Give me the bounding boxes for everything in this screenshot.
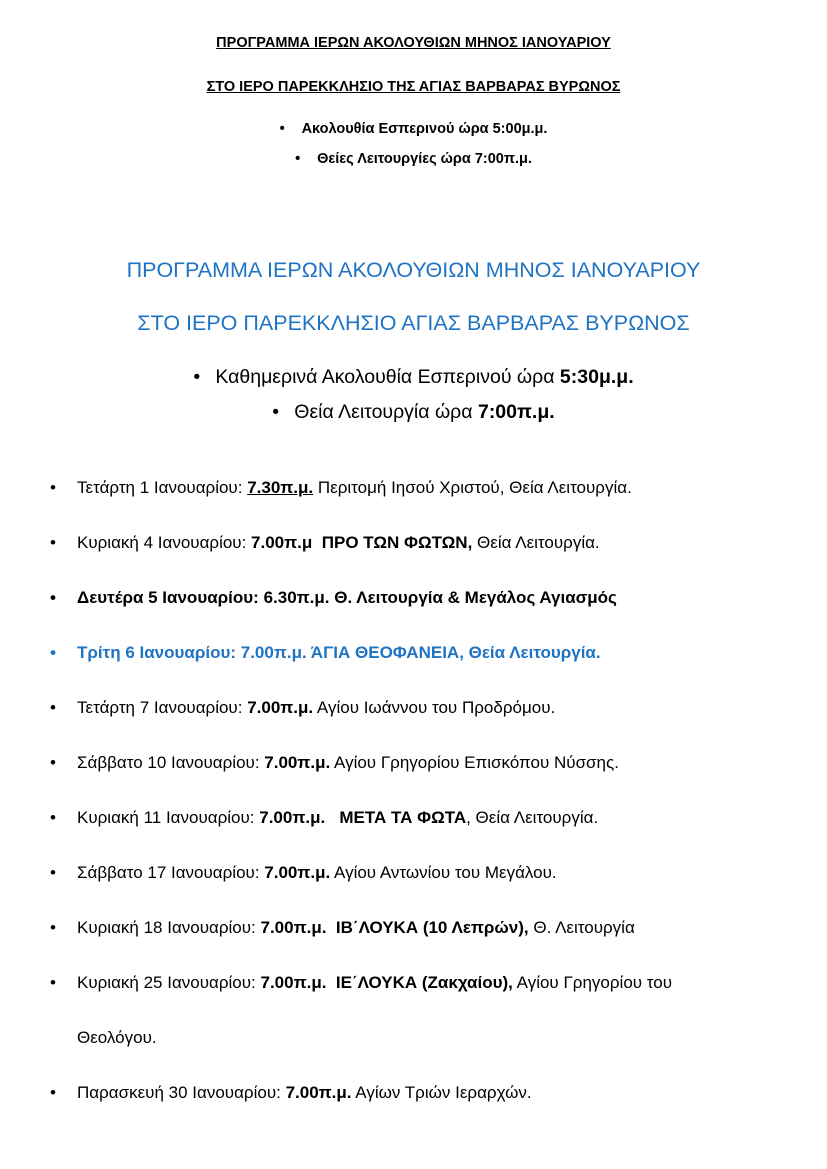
- daily-liturgy: • Θεία Λειτουργία ώρα 7:00π.μ.: [272, 401, 555, 423]
- bullet-icon: •: [50, 918, 56, 937]
- bullet-icon: •: [50, 643, 56, 662]
- main-title-line2: ΣΤΟ ΙΕΡΟ ΠΑΡΕΚΚΛΗΣΙΟ ΑΓΙΑΣ ΒΑΡΒΑΡΑΣ ΒΥΡΩΝΟΣ: [137, 311, 690, 335]
- daily-vespers: • Καθημερινά Ακολουθία Εσπερινού ώρα 5:30μ.μ.: [193, 366, 634, 388]
- bullet-icon: •: [50, 698, 56, 717]
- main-title-line1: ΠΡΟΓΡΑΜΜΑ ΙΕΡΩΝ ΑΚΟΛΟΥΘΙΩΝ ΜΗΝΟΣ ΙΑΝΟΥΑΡΙΟΥ: [126, 258, 701, 282]
- top-bullet-liturgies: • Θείες Λειτουργίες ώρα 7:00π.μ.: [295, 151, 532, 167]
- bullet-icon: •: [193, 366, 201, 388]
- bullet-icon: •: [50, 478, 56, 497]
- bullet-icon: •: [50, 533, 56, 552]
- bullet-icon: •: [50, 863, 56, 882]
- bullet-icon: •: [50, 753, 56, 772]
- bullet-icon: •: [295, 151, 301, 167]
- bullet-icon: •: [50, 1083, 56, 1102]
- bullet-icon: •: [279, 121, 285, 137]
- top-bullet-vespers: • Ακολουθία Εσπερινού ώρα 5:00μ.μ.: [279, 121, 548, 137]
- bullet-icon: •: [50, 973, 56, 992]
- top-title-line2: ΣΤΟ ΙΕΡΟ ΠΑΡΕΚΚΛΗΣΙΟ ΤΗΣ ΑΓΙΑΣ ΒΑΡΒΑΡΑΣ ΒΥΡΩΝΟΣ: [206, 79, 621, 95]
- top-title-line1: ΠΡΟΓΡΑΜΜΑ ΙΕΡΩΝ ΑΚΟΛΟΥΘΙΩΝ ΜΗΝΟΣ ΙΑΝΟΥΑΡΙΟΥ: [216, 35, 611, 51]
- bullet-icon: •: [272, 401, 280, 423]
- bullet-icon: •: [50, 588, 56, 607]
- bullet-icon: •: [50, 808, 56, 827]
